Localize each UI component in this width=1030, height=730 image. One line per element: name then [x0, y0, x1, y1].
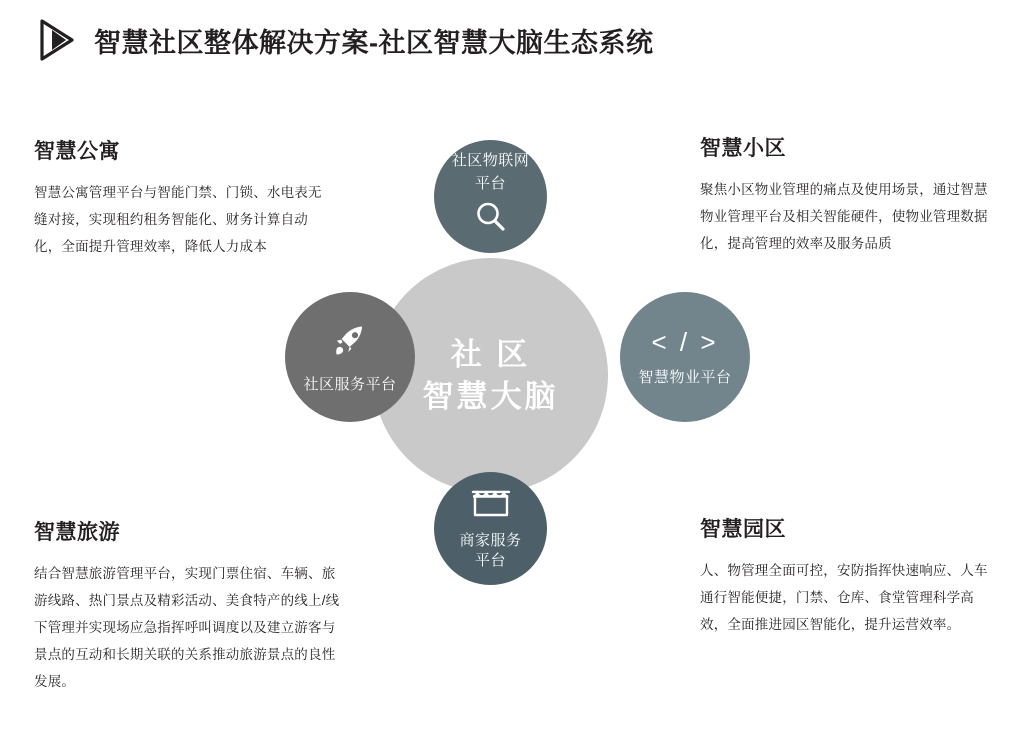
node-smart-property-platform[interactable] — [620, 292, 750, 422]
storefront-icon — [471, 487, 511, 526]
block-smart-tourism-body: 结合智慧旅游管理平台，实现门票住宿、车辆、旅游线路、热门景点及精彩活动、美食特产的线上/线下管理并实现场应急指挥呼叫调度以及建立游客与景点的互动和长期关联的关系推动旅游景点的良性发展。 — [34, 566, 340, 689]
block-smart-park-title: 智慧园区 — [700, 518, 786, 541]
search-icon — [472, 198, 510, 243]
page-header — [38, 18, 654, 62]
node-iot-platform[interactable] — [434, 140, 547, 253]
rocket-icon — [329, 320, 371, 369]
block-smart-tourism — [34, 516, 344, 695]
block-smart-park — [700, 513, 1000, 638]
node-merchant-service-platform[interactable] — [434, 472, 547, 585]
node-smart-property-label: 智慧物业平台 — [638, 369, 732, 387]
block-smart-community-title: 智慧小区 — [700, 137, 786, 160]
node-community-service-platform[interactable] — [285, 292, 415, 422]
node-merchant-label-line1: 商家服务 — [459, 532, 522, 550]
block-smart-park-body: 人、物管理全面可控，安防指挥快速响应、人车通行智能便捷，门禁、仓库、食堂管理科学高效，全面推进园区智能化，提升运营效率。 — [700, 563, 988, 632]
code-brackets-icon: < / > — [651, 327, 719, 358]
node-iot-label-line2: 平台 — [474, 175, 506, 193]
block-smart-apartment-title: 智慧公寓 — [34, 140, 120, 163]
block-smart-community — [700, 132, 1000, 257]
page-title: 智慧社区整体解决方案-社区智慧大脑生态系统 — [94, 27, 654, 58]
block-smart-apartment-body: 智慧公寓管理平台与智能门禁、门锁、水电表无缝对接，实现租约租务智能化、财务计算自动化，全面提升管理效率，降低人力成本 — [34, 185, 322, 254]
ecosystem-diagram — [283, 140, 753, 600]
block-smart-tourism-title: 智慧旅游 — [34, 521, 120, 544]
block-smart-apartment — [34, 135, 334, 260]
node-iot-label-line1: 社区物联网 — [451, 151, 530, 169]
node-community-service-label: 社区服务平台 — [303, 375, 397, 393]
hub-label-line1: 社 区 — [450, 336, 531, 372]
node-merchant-label-line2: 平台 — [474, 551, 506, 569]
block-smart-community-body: 聚焦小区物业管理的痛点及使用场景，通过智慧物业管理平台及相关智能硬件，使物业管理数据化，提高管理的效率及服务品质 — [700, 182, 988, 251]
play-triangle-logo-icon — [38, 18, 80, 62]
hub-label-line2: 智慧大脑 — [422, 378, 559, 414]
